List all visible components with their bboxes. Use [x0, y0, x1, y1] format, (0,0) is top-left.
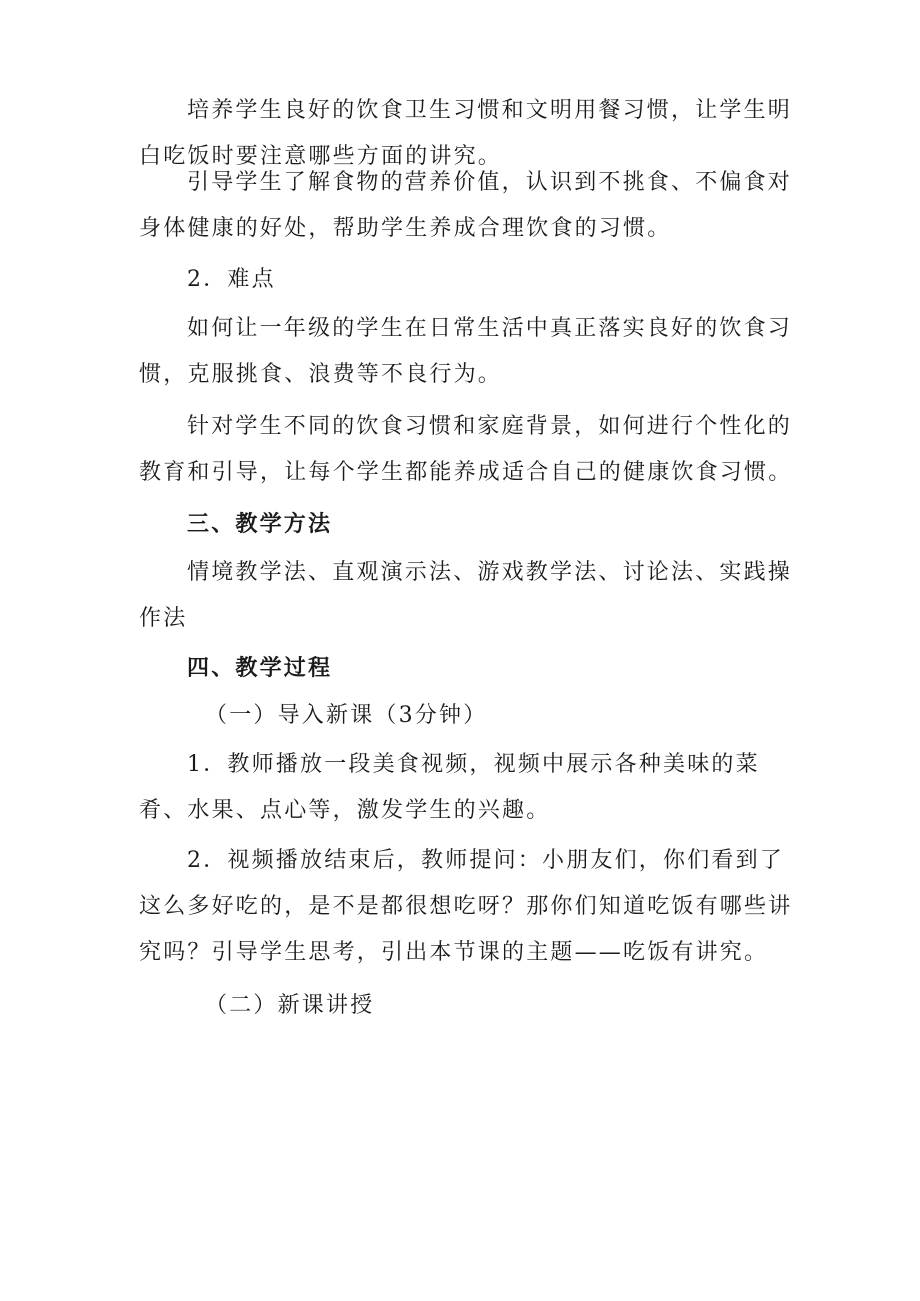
- paragraph-difficulty-two: 针对学生不同的饮食习惯和家庭背景，如何进行个性化的教育和引导，让每个学生都能养成适合自己的健康饮食习惯。: [139, 414, 793, 485]
- paragraph-nutrition-value: 引导学生了解食物的营养价值，认识到不挑食、不偏食对身体健康的好处，帮助学生养成合理饮食的习惯。: [139, 170, 793, 241]
- paragraph-difficulty-one: 如何让一年级的学生在日常生活中真正落实良好的饮食习惯，克服挑食、浪费等不良行为。: [139, 316, 793, 387]
- paragraph-teaching-methods: 情境教学法、直观演示法、游戏教学法、讨论法、实践操作法: [139, 560, 793, 631]
- paragraph-hygiene-habits: 培养学生良好的饮食卫生习惯和文明用餐习惯，让学生明白吃饭时要注意哪些方面的讲究。: [139, 98, 793, 169]
- paragraph-video-intro: 1．教师播放一段美食视频，视频中展示各种美味的菜肴、水果、点心等，激发学生的兴趣。: [139, 752, 760, 823]
- heading-teaching-methods: 三、教学方法: [187, 511, 333, 537]
- subheading-lesson-intro: （一）导入新课（3分钟）: [205, 703, 488, 728]
- subheading-new-lesson: （二）新课讲授: [205, 993, 375, 1018]
- section-difficulty-title: 2．难点: [187, 267, 276, 292]
- paragraph-teacher-question: 2．视频播放结束后，教师提问：小朋友们，你们看到了这么多好吃的，是不是都很想吃呀？那你们知道吃饭有哪些讲究吗？引导学生思考，引出本节课的主题——吃饭有讲究。: [139, 848, 793, 965]
- heading-teaching-process: 四、教学过程: [187, 655, 333, 681]
